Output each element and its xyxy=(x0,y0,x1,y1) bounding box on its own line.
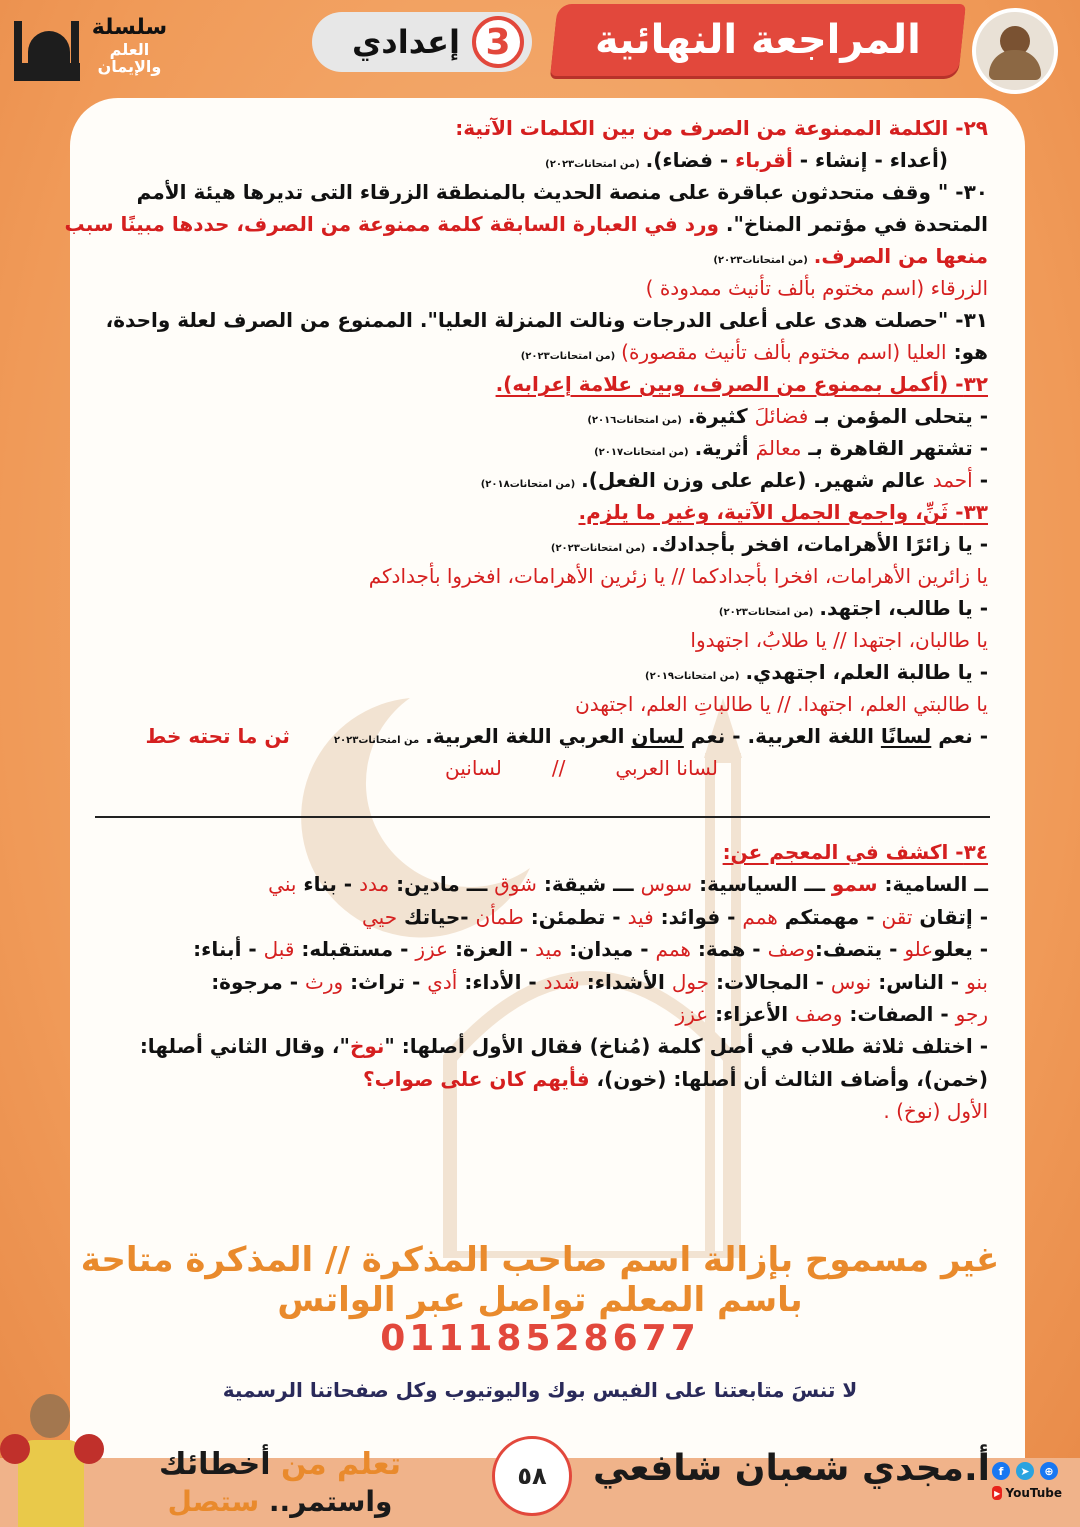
q34-word: - بناء xyxy=(296,872,360,897)
telegram-icon[interactable]: ➤ xyxy=(1016,1462,1034,1480)
q29-options xyxy=(88,144,988,176)
q34-root: عزز xyxy=(675,1001,709,1026)
q34-word: - العزة: xyxy=(447,937,536,962)
q34-root: جول xyxy=(671,969,710,994)
q34-word: - يعلو xyxy=(933,937,988,962)
q34-root: حيي xyxy=(362,904,398,929)
q34-root: وصف xyxy=(795,1001,843,1026)
q32-item-answer: فضائلَ xyxy=(754,404,809,428)
q31-answer: العليا (اسم مختوم بألف تأنيث مقصورة) xyxy=(621,340,947,364)
q31-line1: ٣١- "حصلت هدى على أعلى الدرجات ونالت المنزلة العليا". الممنوع من الصرف لعلة واحدة، xyxy=(105,308,988,332)
q34-extra-line2-red: فأيهم كان على صواب؟ xyxy=(362,1066,590,1091)
q34-heading: ٣٤- اكشف في المعجم عن: xyxy=(722,840,988,864)
q33-item xyxy=(88,528,988,560)
q33-item-question: - يا طالب، اجتهد. xyxy=(819,596,988,620)
follow-note: لا تنسَ متابعتنا على الفيس بوك واليوتيوب وكل صفحاتنا الرسمية xyxy=(222,1378,858,1402)
q33-last-part2: اللغة العربية. - نعم xyxy=(683,724,881,748)
q32-item-after: أثرية. xyxy=(694,436,756,460)
q34-root: فيد xyxy=(627,904,654,929)
q34-word: - همة: xyxy=(690,937,768,962)
q30-line2-black: المتحدة في مؤتمر المناخ". xyxy=(718,212,988,236)
q33-last-instruction: ثن ما تحته خط xyxy=(145,724,290,748)
q34-word: - ميدان: xyxy=(562,937,656,962)
title-banner xyxy=(550,4,966,76)
q34-rows xyxy=(88,868,988,1030)
q34-root: ميد xyxy=(535,937,563,962)
q33-item-answer: يا طالبان، اجتهدا // يا طلابُ، اجتهدوا xyxy=(690,628,988,652)
q34-word: - مستقبله: xyxy=(294,937,416,962)
questions-content xyxy=(64,112,988,784)
q31-line2 xyxy=(88,336,988,368)
q34-word: - الناس: xyxy=(871,969,967,994)
q30-line3-red: منعها من الصرف. xyxy=(813,244,988,268)
q34-root: عزز xyxy=(415,937,448,962)
q34-extra-line1-red: نوخ xyxy=(349,1034,385,1059)
motto-line1-b: من xyxy=(270,1447,327,1482)
q30-line2 xyxy=(64,208,988,240)
grade-badge xyxy=(312,12,532,72)
q34-word: - تطمئن: xyxy=(523,904,628,929)
q30-source: (من امتحانات٢٠٢٣) xyxy=(713,255,808,266)
q34-word: ـــ السياسية: xyxy=(692,872,832,897)
q32-item-after: كثيرة. xyxy=(687,404,755,428)
q33-heading: ٣٣- ثَنِّ، واجمع الجمل الآتية، وغير ما يلزم. xyxy=(578,500,988,524)
q34-root: همم xyxy=(655,937,691,962)
youtube-link[interactable] xyxy=(992,1486,1062,1500)
q34-word: الأعزاء: xyxy=(708,1001,796,1026)
q34-word: - مهمتكم xyxy=(777,904,882,929)
q34-root: همم xyxy=(742,904,778,929)
copyright-warning: غير مسموح بإزالة اسم صاحب المذكرة // المذكرة متاحة باسم المعلم تواصل عبر الواتس xyxy=(80,1240,1000,1320)
q32-item-before: - تشتهر القاهرة بـ xyxy=(801,436,988,460)
q33-last-part1: - نعم xyxy=(931,724,988,748)
q32-item xyxy=(88,400,988,432)
q34-root: طمأن xyxy=(475,904,524,929)
boxer-illustration-icon xyxy=(0,1388,110,1527)
q32-item-source: (من امتحانات٢٠١٨) xyxy=(480,479,576,490)
q34-word: - الصفات: xyxy=(842,1001,956,1026)
q30-line3 xyxy=(88,240,988,272)
q33-last-source: من امتحانات٢٠٢٣ xyxy=(333,735,420,746)
q33-item xyxy=(88,656,988,688)
q32-heading: ٣٢- (أكمل بممنوع من الصرف، وبين علامة إعرابه). xyxy=(495,372,988,396)
q34-row xyxy=(88,998,988,1030)
page-number: ٥٨ xyxy=(492,1436,572,1516)
q34-extra-answer: الأول (نوخ) . xyxy=(883,1099,988,1124)
q34-extra-line1-b: "، وقال الثاني أصلها: xyxy=(139,1034,350,1059)
q34-word: -حياتك xyxy=(397,904,476,929)
q34-word: الأشداء: xyxy=(579,969,672,994)
q34-root: ورث xyxy=(305,969,344,994)
facebook-icon[interactable]: f xyxy=(992,1462,1010,1480)
q29-answer: أقرباء xyxy=(735,148,793,172)
q34-extra-line1 xyxy=(88,1030,988,1062)
q34-word: - إتقان xyxy=(912,904,988,929)
q34-root: وصف xyxy=(767,937,815,962)
q32-item xyxy=(88,464,988,496)
q32-item-source: (من امتحانات٢٠١٧) xyxy=(594,447,689,458)
header xyxy=(0,0,1080,95)
q33-item-question: - يا طالبة العلم، اجتهدي. xyxy=(745,660,988,684)
q29-label: ٢٩- الكلمة الممنوعة من الصرف من بين الكلمات الآتية: xyxy=(455,116,988,140)
youtube-label: YouTube xyxy=(1005,1486,1062,1500)
q33-last-answer xyxy=(88,752,988,784)
teacher-avatar xyxy=(972,8,1058,94)
q34-extra-line2-a: (خمن)، وأضاف الثالث أن أصلها: (خون)، xyxy=(589,1066,988,1091)
motto-line1-a: تعلم xyxy=(326,1447,402,1482)
q34-row xyxy=(88,933,988,965)
grade-label: إعدادي xyxy=(351,23,460,61)
q34-word: - فوائد: xyxy=(653,904,743,929)
q33-item-answer: يا طالبتي العلم، اجتهدا. // يا طالباتِ العلم، اجتهدن xyxy=(575,692,988,716)
q34-root: شوق xyxy=(494,872,537,897)
q33-item-source: (من امتحانات٢٠١٩) xyxy=(644,671,740,682)
q34-extra-line2 xyxy=(88,1063,988,1095)
phone-number: 01118528677 xyxy=(380,1318,700,1359)
page-title: المراجعة النهائية xyxy=(595,17,921,63)
q29-options-end: - فضاء). xyxy=(645,148,736,172)
q33-last-question xyxy=(88,720,988,752)
q34-word: - تراث: xyxy=(343,969,428,994)
q34-root: نوس xyxy=(830,969,872,994)
web-icon[interactable]: ⊕ xyxy=(1040,1462,1058,1480)
q34-word: - أبناء: xyxy=(193,937,264,962)
series-line1: سلسلة xyxy=(91,15,168,41)
q33-last-part3: العربي اللغة العربية. xyxy=(425,724,632,748)
q32-item-answer: معالمَ xyxy=(755,436,802,460)
q33-item-source: (من امتحانات٢٠٢٣) xyxy=(718,607,814,618)
q34-root: أدي xyxy=(427,969,458,994)
q34-extra-line1-a: - اختلف ثلاثة طلاب في أصل كلمة (مُناخ) فقال الأول أصلها: " xyxy=(384,1034,988,1059)
motto xyxy=(130,1446,430,1519)
q34-word: ـــ شيقة: xyxy=(536,872,641,897)
series-line2: العلم والإيمان xyxy=(97,39,162,77)
q33-item-source: (من امتحانات٢٠٢٣) xyxy=(550,543,646,554)
teacher-name: أ.مجدي شعبان شافعي xyxy=(592,1448,990,1489)
social-icons xyxy=(992,1462,1062,1500)
q33-item-question: - يا زائرًا الأهرامات، افخر بأجدادك. xyxy=(651,532,988,556)
q32-item-after: عالم شهير. (علم على وزن الفعل). xyxy=(581,468,933,492)
q34-word: ــ السامية: xyxy=(877,872,988,897)
q30-answer: الزرقاء (اسم مختوم بألف تأنيث ممدودة ) xyxy=(645,276,988,300)
motto-line2-a: واستمر.. xyxy=(259,1484,393,1518)
q34-root: بنو xyxy=(966,969,988,994)
q34-root: علو xyxy=(904,937,934,962)
q33-last-answer-right: لسانا العربي xyxy=(615,756,718,780)
q34-root: رجو xyxy=(955,1001,988,1026)
q34-word: - المجالات: xyxy=(709,969,831,994)
q34-row xyxy=(88,966,988,998)
youtube-icon: ▶ xyxy=(992,1486,1002,1500)
q34-word: ـــ مادين: xyxy=(389,872,495,897)
motto-line2 xyxy=(130,1484,430,1519)
q29-source: (من امتحانات٢٠٢٣) xyxy=(545,159,640,170)
q32-item xyxy=(88,432,988,464)
mosque-icon xyxy=(14,11,79,81)
q34-root: سوس xyxy=(640,872,693,897)
q34-root: شدد xyxy=(543,969,580,994)
q34-root: مدد xyxy=(359,872,390,897)
q33-last-underlined2: لسان xyxy=(631,724,684,748)
q31-line2-label: هو: xyxy=(946,340,988,364)
q34-root: سمو xyxy=(831,872,878,897)
q34-word: - الأداء: xyxy=(457,969,544,994)
q33-last-answer-sep: // xyxy=(551,756,566,780)
q34-content xyxy=(88,836,988,1128)
motto-line1 xyxy=(130,1446,430,1484)
q34-word: - يتصف: xyxy=(814,937,905,962)
q32-item-source: (من امتحانات٢٠١٦) xyxy=(587,415,682,426)
q34-root: قبل xyxy=(263,937,295,962)
q33-last-answer-left: لسانين xyxy=(445,756,502,780)
motto-line2-b: ستصل xyxy=(167,1484,260,1518)
q32-item-before: - يتحلى المؤمن بـ xyxy=(808,404,988,428)
motto-line1-c: أخطائك xyxy=(158,1447,271,1482)
q32-item-answer: أحمد xyxy=(932,468,973,492)
series-logo xyxy=(14,6,184,86)
q30-line2-red: ورد في العبارة السابقة كلمة ممنوعة من الصرف، حددها مبينًا سبب xyxy=(64,212,719,236)
q34-word: - مرجوة: xyxy=(211,969,305,994)
q31-source: (من امتحانات٢٠٢٣) xyxy=(520,351,616,362)
q32-item-before: - xyxy=(972,468,988,492)
q33-last-underlined1: لسانًا xyxy=(880,724,932,748)
q33-item xyxy=(88,592,988,624)
grade-number: 3 xyxy=(472,16,524,68)
q34-root: تقن xyxy=(881,904,913,929)
q30-line1: ٣٠- " وقف متحدثون عباقرة على منصة الحديث بالمنطقة الزرقاء التى تديرها هيئة الأمم xyxy=(136,180,988,204)
q34-row xyxy=(88,868,988,900)
q33-item-answer: يا زائرين الأهرامات، افخرا بأجدادكما // يا زئرين الأهرامات، افخروا بأجدادكم xyxy=(368,564,988,588)
section-divider xyxy=(95,816,990,818)
q29-options-start: (أعداء - إنشاء - xyxy=(792,148,948,172)
q34-row xyxy=(88,901,988,933)
q34-root: بني xyxy=(268,872,297,897)
